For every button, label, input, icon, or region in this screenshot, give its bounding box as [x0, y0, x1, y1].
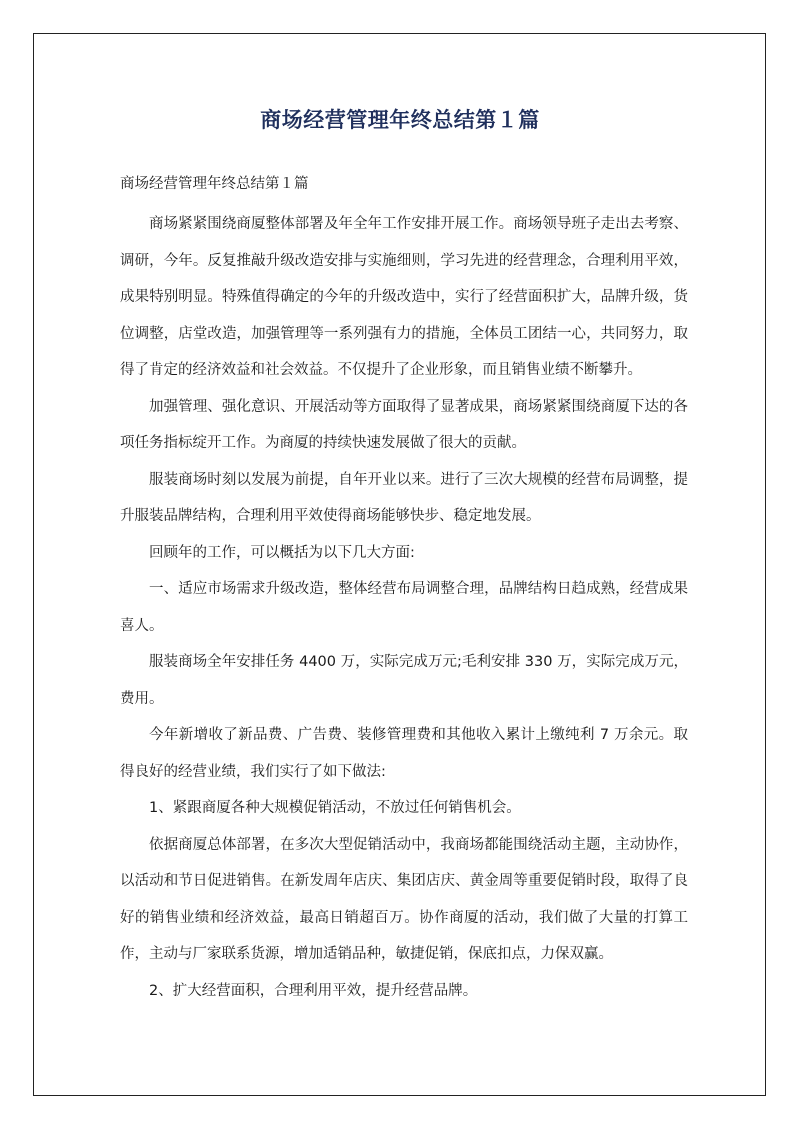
paragraph: 回顾年的工作，可以概括为以下几大方面:: [149, 544, 415, 561]
paragraph: 今年新增收了新品费、广告费、装修管理费和其他收入累计上缴纯利 7 万余元。取得良好的经营业绩，我们实行了如下做法:: [120, 727, 688, 780]
paragraph: 商场紧紧围绕商厦整体部署及年全年工作安排开展工作。商场领导班子走出去考察、调研，今年。反复推敲升级改造安排与实施细则，学习先进的经营理念，合理利用平效，成果特别明显。特殊值得确定的今年的升级改造中，实行了经营面积扩大，品牌升级，货位调整，店堂改造，加强管理等一系列强有力的措施，全体员工团结一心，共同努力，取得了肯定的经济效益和社会效益。不仅提升了企业形象，而且销售业绩不断攀升。: [120, 216, 688, 378]
document-title: 商场经营管理年终总结第１篇: [260, 108, 540, 132]
paragraph: 一、适应市场需求升级改造，整体经营布局调整合理，品牌结构日趋成熟，经营成果喜人。: [120, 581, 688, 634]
paragraph: 加强管理、强化意识、开展活动等方面取得了显著成果，商场紧紧围绕商厦下达的各项任务指标绽开工作。为商厦的持续快速发展做了很大的贡献。: [120, 398, 688, 451]
paragraph: 2、扩大经营面积，合理利用平效，提升经营品牌。: [149, 982, 478, 999]
document-subtitle: 商场经营管理年终总结第１篇: [120, 176, 309, 192]
paragraph-list: [120, 206, 688, 1009]
paragraph: 服装商场时刻以发展为前提，自年开业以来。进行了三次大规模的经营布局调整，提升服装品牌结构，合理利用平效使得商场能够快步、稳定地发展。: [120, 471, 688, 524]
paragraph: 1、紧跟商厦各种大规模促销活动，不放过任何销售机会。: [149, 800, 521, 816]
paragraph: 依据商厦总体部署，在多次大型促销活动中，我商场都能围绕活动主题，主动协作，以活动和节日促进销售。在新发周年店庆、集团店庆、黄金周等重要促销时段，取得了良好的销售业绩和经济效益，最高日销超百万。协作商厦的活动，我们做了大量的打算工作，主动与厂家联系货源，增加适销品种，敏捷促销，保底扣点，力保双赢。: [120, 836, 688, 962]
paragraph: 服装商场全年安排任务 4400 万，实际完成万元;毛利安排 330 万，实际完成万元，费用。: [120, 654, 688, 707]
